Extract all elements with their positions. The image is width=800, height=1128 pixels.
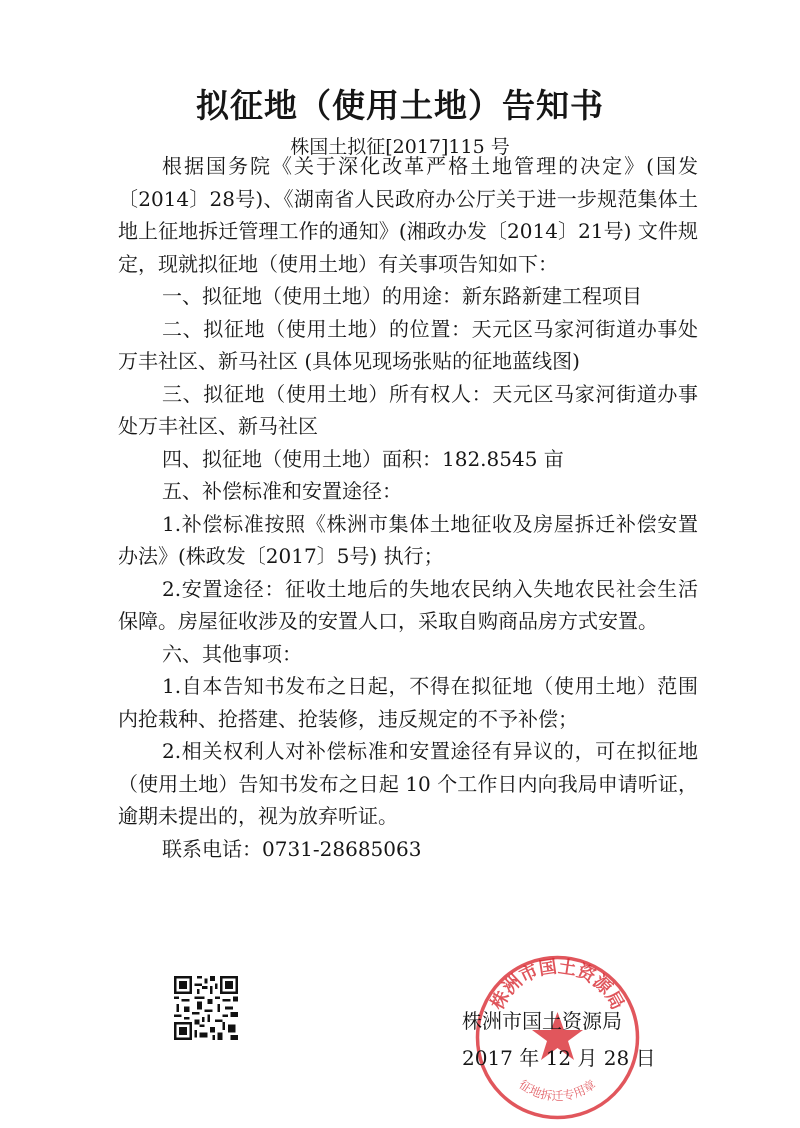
- paragraph: 1.自本告知书发布之日起，不得在拟征地（使用土地）范围内抢栽种、抢搭建、抢装修，违反规定的不予补偿；: [118, 674, 698, 731]
- paragraph: 三、拟征地（使用土地）所有权人：天元区马家河街道办事处万丰社区、新马社区: [118, 381, 698, 438]
- official-seal: [470, 950, 645, 1125]
- qr-code-icon[interactable]: [174, 976, 238, 1040]
- paragraph: 五、补偿标准和安置途径：: [162, 479, 402, 503]
- document-body: [118, 150, 698, 865]
- issue-date: 2017 年 12 月 28 日: [462, 1046, 656, 1070]
- paragraph: 1.补偿标准按照《株洲市集体土地征收及房屋拆迁补偿安置办法》(株政发〔2017〕5号) 执行；: [118, 511, 698, 568]
- document-title: 拟征地（使用土地）告知书: [196, 86, 604, 125]
- contact-phone: 联系电话：0731-28685063: [162, 836, 422, 861]
- paragraph: 根据国务院《关于深化改革严格土地管理的决定》(国发〔2014〕28号)、《湖南省人民政府办公厅关于进一步规范集体土地上征地拆迁管理工作的通知》(湘政办发〔2014〕21号) 文件规定，现就拟征地（使用土地）有关事项告知如下：: [118, 154, 698, 276]
- seal-text: 株洲市国土资源局: [487, 956, 628, 1014]
- paragraph: 六、其他事项：: [162, 641, 302, 666]
- paragraph: 2.相关权利人对补偿标准和安置途径有异议的，可在拟征地（使用土地）告知书发布之日起 10 个工作日内向我局申请听证，逾期未提出的，视为放弃听证。: [118, 739, 698, 828]
- document-number: 株国土拟征[2017]115 号: [290, 136, 510, 158]
- issuer-name: 株洲市国土资源局: [462, 1009, 622, 1033]
- paragraph: 四、拟征地（使用土地）面积：182.8545 亩: [162, 446, 564, 471]
- paragraph: 2.安置途径：征收土地后的失地农民纳入失地农民社会生活保障。房屋征收涉及的安置人口，采取自购商品房方式安置。: [118, 576, 698, 633]
- seal-subtext: 征地拆迁专用章: [516, 1077, 599, 1104]
- paragraph: 二、拟征地（使用土地）的位置：天元区马家河街道办事处万丰社区、新马社区 (具体见现场张贴的征地蓝线图): [118, 316, 698, 373]
- paragraph: 一、拟征地（使用土地）的用途：新东路新建工程项目: [162, 284, 642, 308]
